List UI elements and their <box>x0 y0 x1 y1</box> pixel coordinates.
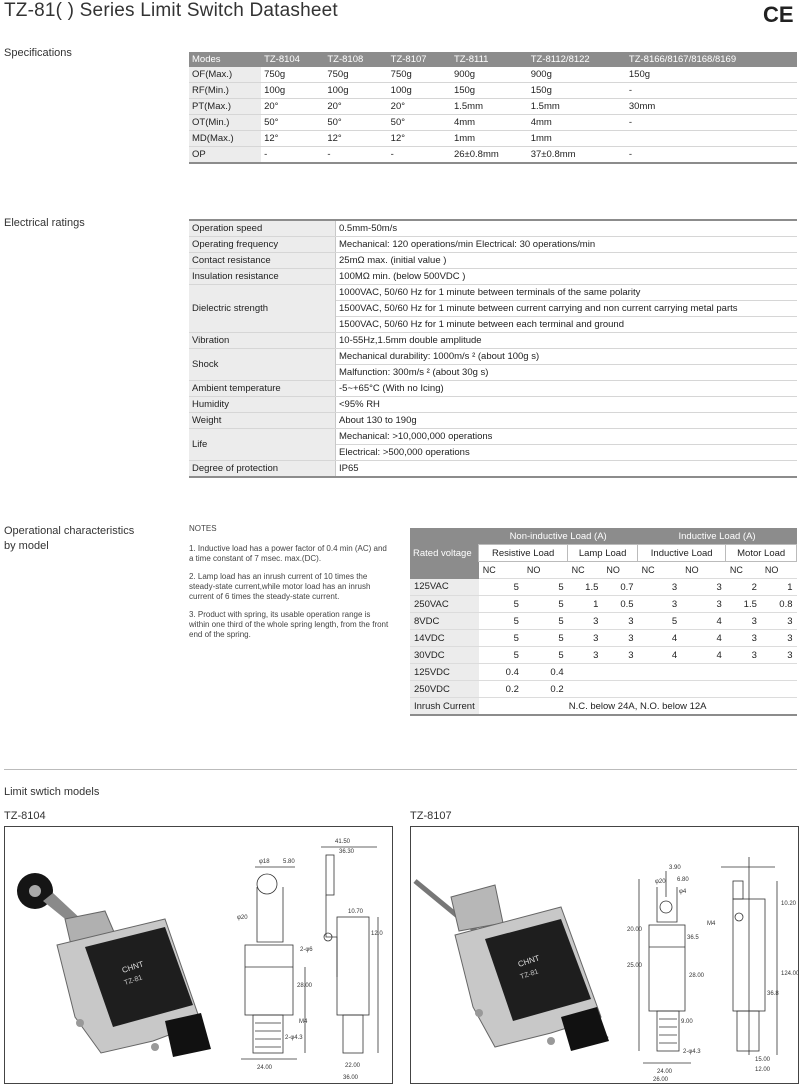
dim-r-0: 3.90 <box>669 865 681 871</box>
dim-r-11: 9.00 <box>681 1019 693 1025</box>
op-value-cell <box>602 681 637 698</box>
spec-cell: 20° <box>388 99 451 115</box>
electrical-row <box>189 381 797 397</box>
op-voltage-cell: 8VDC <box>410 613 479 630</box>
spec-cell: - <box>626 83 797 99</box>
dim-r-17: 124.00 <box>781 971 798 977</box>
spec-header-cell: TZ-8107 <box>388 52 451 67</box>
spec-cell: 150g <box>528 83 626 99</box>
op-contact-cell: NO <box>761 562 797 579</box>
electrical-label: Vibration <box>189 333 336 349</box>
spec-cell: 26±0.8mm <box>451 147 528 164</box>
op-inductive-header: Inductive Load (A) <box>638 528 797 545</box>
op-value-cell: 4 <box>638 647 682 664</box>
spec-row <box>189 147 797 164</box>
model-label-right: TZ-8107 <box>410 810 452 822</box>
spec-row <box>189 67 797 83</box>
op-value-cell <box>602 664 637 681</box>
electrical-value: <95% RH <box>336 397 798 413</box>
electrical-value: Mechanical: >10,000,000 operations <box>336 429 798 445</box>
dim-r-7: 25.00 <box>627 963 643 969</box>
spec-cell: 30mm <box>626 99 797 115</box>
tz8104-drawing <box>5 827 392 1083</box>
spec-row <box>189 115 797 131</box>
section-electrical-ratings: Electrical ratings <box>4 217 85 229</box>
model-label-left: TZ-8104 <box>4 810 46 822</box>
dim-l-1: 5.80 <box>283 859 295 865</box>
dim-l-13: 36.00 <box>343 1075 359 1081</box>
spec-cell: 37±0.8mm <box>528 147 626 164</box>
op-value-cell: 3 <box>602 613 637 630</box>
op-value-cell <box>726 664 761 681</box>
spec-row-label: RF(Min.) <box>189 83 261 99</box>
electrical-ratings-table <box>189 219 797 478</box>
tz8104-product-photo <box>17 873 211 1057</box>
electrical-label: Degree of protection <box>189 461 336 478</box>
op-non-inductive-header: Non-inductive Load (A) <box>479 528 638 545</box>
electrical-row <box>189 237 797 253</box>
op-value-cell <box>761 681 797 698</box>
op-value-cell <box>761 664 797 681</box>
spec-header-cell: TZ-8112/8122 <box>528 52 626 67</box>
op-row <box>410 579 797 596</box>
electrical-value: 10-55Hz,1.5mm double amplitude <box>336 333 798 349</box>
op-voltage-cell: 125VAC <box>410 579 479 596</box>
spec-cell: 12° <box>324 131 387 147</box>
op-row <box>410 647 797 664</box>
spec-cell: 750g <box>324 67 387 83</box>
dim-l-10: 2-φ4.3 <box>285 1035 303 1041</box>
spec-cell: 1mm <box>528 131 626 147</box>
electrical-row <box>189 220 797 237</box>
op-value-cell: 3 <box>638 596 682 613</box>
note-3: 3. Product with spring, its usable operation range is within one third of the whole spring length, from the front end of the spring. <box>189 610 389 639</box>
op-value-cell: 3 <box>761 647 797 664</box>
op-contact-cell: NO <box>681 562 726 579</box>
op-value-cell: 5 <box>479 579 523 596</box>
op-value-cell: 3 <box>568 647 603 664</box>
electrical-value: -5~+65°C (With no Icing) <box>336 381 798 397</box>
op-value-cell: 3 <box>726 613 761 630</box>
spec-row-label: PT(Max.) <box>189 99 261 115</box>
electrical-value: Mechanical durability: 1000m/s ² (about 100g s) <box>336 349 798 365</box>
tz8107-dimension-labels <box>627 865 798 1083</box>
spec-row <box>189 83 797 99</box>
op-value-cell: 0.7 <box>602 579 637 596</box>
tz8104-brand-text: CHNT <box>120 959 145 975</box>
op-row <box>410 681 797 698</box>
spec-cell: 900g <box>451 67 528 83</box>
electrical-value: 1500VAC, 50/60 Hz for 1 minute between each terminal and ground <box>336 317 798 333</box>
spec-cell: 4mm <box>451 115 528 131</box>
op-subheader-cell: Inductive Load <box>638 545 726 562</box>
spec-cell: 100g <box>324 83 387 99</box>
op-value-cell: 0.2 <box>523 681 568 698</box>
op-value-cell: 5 <box>479 630 523 647</box>
spec-header-cell: TZ-8108 <box>324 52 387 67</box>
spec-cell: 4mm <box>528 115 626 131</box>
dim-r-4: 20.00 <box>627 927 643 933</box>
op-subheader-cell: Resistive Load <box>479 545 568 562</box>
dim-r-9: 28.00 <box>689 973 705 979</box>
spec-row-label: OT(Min.) <box>189 115 261 131</box>
op-value-cell: 3 <box>726 630 761 647</box>
op-value-cell: 5 <box>523 613 568 630</box>
op-contact-cell: NO <box>523 562 568 579</box>
op-value-cell: 0.5 <box>602 596 637 613</box>
dim-l-0: φ18 <box>259 859 270 865</box>
op-value-cell: 1 <box>761 579 797 596</box>
electrical-label: Operating frequency <box>189 237 336 253</box>
electrical-value: 1500VAC, 50/60 Hz for 1 minute between current carrying and non current carrying metal parts <box>336 301 798 317</box>
op-contact-cell: NC <box>726 562 761 579</box>
electrical-value: Electrical: >500,000 operations <box>336 445 798 461</box>
dim-r-2: φ4 <box>679 889 687 895</box>
op-value-cell: 4 <box>681 630 726 647</box>
op-subheader-cell: Motor Load <box>726 545 797 562</box>
section-operational-2: by model <box>4 540 49 552</box>
electrical-label: Weight <box>189 413 336 429</box>
spec-cell: 100g <box>261 83 324 99</box>
spec-cell: 1mm <box>451 131 528 147</box>
dim-r-15: 15.00 <box>755 1057 771 1063</box>
op-value-cell: 0.2 <box>479 681 523 698</box>
dim-l-2: 41.50 <box>335 839 351 845</box>
op-subheader-cell: Lamp Load <box>568 545 638 562</box>
dim-r-10: 36.8 <box>767 991 779 997</box>
dim-l-5: 12.0 <box>371 931 383 937</box>
spec-row-label: OP <box>189 147 261 164</box>
spec-header-cell: TZ-8166/8167/8168/8169 <box>626 52 797 67</box>
tz8107-drawing <box>411 827 798 1083</box>
op-inrush-label: Inrush Current <box>410 698 479 716</box>
electrical-row <box>189 413 797 429</box>
op-value-cell: 1.5 <box>726 596 761 613</box>
electrical-label: Operation speed <box>189 220 336 237</box>
dim-l-11: 24.00 <box>257 1065 273 1071</box>
dim-l-7: 2-φ6 <box>300 947 313 953</box>
op-voltage-cell: 250VAC <box>410 596 479 613</box>
op-contact-cell: NC <box>568 562 603 579</box>
dim-r-6: 10.20 <box>781 901 797 907</box>
op-value-cell: 3 <box>568 613 603 630</box>
page-title: TZ-81( ) Series Limit Switch Datasheet <box>4 0 338 21</box>
dim-r-1: 6.80 <box>677 877 689 883</box>
tz8104-dimension-drawing <box>241 847 378 1059</box>
op-value-cell <box>638 681 682 698</box>
spec-header-cell: TZ-8104 <box>261 52 324 67</box>
op-inrush-row <box>410 698 797 716</box>
op-inrush-value: N.C. below 24A, N.O. below 12A <box>479 698 797 716</box>
op-row <box>410 664 797 681</box>
dim-r-8: M4 <box>707 921 716 927</box>
op-voltage-cell: 14VDC <box>410 630 479 647</box>
electrical-value: IP65 <box>336 461 798 478</box>
op-value-cell: 5 <box>479 596 523 613</box>
spec-header-cell: TZ-8111 <box>451 52 528 67</box>
spec-row <box>189 131 797 147</box>
electrical-value: 25mΩ max. (initial value ) <box>336 253 798 269</box>
electrical-label: Dielectric strength <box>189 285 336 333</box>
spec-cell: 50° <box>261 115 324 131</box>
electrical-row <box>189 349 797 365</box>
electrical-label: Ambient temperature <box>189 381 336 397</box>
op-value-cell: 5 <box>638 613 682 630</box>
notes <box>189 524 389 648</box>
tz8107-model-text: TZ-81 <box>519 968 540 981</box>
spec-cell: 50° <box>324 115 387 131</box>
op-value-cell: 5 <box>479 613 523 630</box>
dim-r-14: 26.00 <box>653 1077 669 1083</box>
op-value-cell: 3 <box>681 596 726 613</box>
electrical-label: Insulation resistance <box>189 269 336 285</box>
dim-l-8: φ20 <box>237 915 248 921</box>
spec-cell: 900g <box>528 67 626 83</box>
op-voltage-cell: 125VDC <box>410 664 479 681</box>
spec-row <box>189 99 797 115</box>
tz8107-product-photo <box>415 881 609 1051</box>
dim-l-4: 10.70 <box>348 909 364 915</box>
op-value-cell: 3 <box>681 579 726 596</box>
electrical-row <box>189 285 797 301</box>
electrical-row <box>189 429 797 445</box>
electrical-value: Mechanical: 120 operations/min Electrical: 30 operations/min <box>336 237 798 253</box>
op-value-cell <box>568 664 603 681</box>
op-value-cell: 3 <box>602 630 637 647</box>
dim-r-5: 36.5 <box>687 935 699 941</box>
dim-r-16: 12.00 <box>755 1067 771 1073</box>
electrical-row <box>189 253 797 269</box>
op-value-cell: 0.4 <box>479 664 523 681</box>
op-value-cell: 4 <box>638 630 682 647</box>
op-value-cell: 2 <box>726 579 761 596</box>
note-1: 1. Inductive load has a power factor of 0.4 min (AC) and a time constant of 7 msec. max.(DC). <box>189 544 387 563</box>
spec-cell <box>626 131 797 147</box>
operational-table <box>410 528 797 716</box>
spec-cell: 20° <box>261 99 324 115</box>
dim-l-3: 36.30 <box>339 849 355 855</box>
electrical-row <box>189 461 797 478</box>
op-value-cell <box>638 664 682 681</box>
op-value-cell: 0.8 <box>761 596 797 613</box>
op-value-cell: 3 <box>726 647 761 664</box>
op-value-cell: 3 <box>761 630 797 647</box>
op-value-cell <box>681 681 726 698</box>
op-value-cell: 5 <box>479 647 523 664</box>
dim-r-13: 24.00 <box>657 1069 673 1075</box>
spec-cell: 150g <box>451 83 528 99</box>
op-value-cell <box>568 681 603 698</box>
op-value-cell: 5 <box>523 579 568 596</box>
op-value-cell: 5 <box>523 596 568 613</box>
spec-header-row <box>189 52 797 67</box>
op-value-cell: 5 <box>523 647 568 664</box>
op-value-cell: 3 <box>568 630 603 647</box>
note-2: 2. Lamp load has an inrush current of 10 times the steady-state current,while motor load has an inrush current of 6 times the steady-state current. <box>189 572 371 601</box>
electrical-value: 0.5mm-50m/s <box>336 220 798 237</box>
specifications-table <box>189 52 797 164</box>
notes-heading: NOTES <box>189 524 217 533</box>
section-limit-switch-models: Limit swtich models <box>4 786 100 798</box>
spec-cell: 12° <box>261 131 324 147</box>
op-row <box>410 596 797 613</box>
electrical-value: 1000VAC, 50/60 Hz for 1 minute between terminals of the same polarity <box>336 285 798 301</box>
electrical-row <box>189 269 797 285</box>
op-value-cell: 3 <box>602 647 637 664</box>
electrical-label: Humidity <box>189 397 336 413</box>
model-panel-tz8104 <box>4 826 393 1084</box>
tz8104-dimension-labels <box>237 839 383 1081</box>
tz8107-brand-text: CHNT <box>516 953 541 969</box>
spec-header-cell: Modes <box>189 52 261 67</box>
spec-cell: - <box>388 147 451 164</box>
spec-cell: 1.5mm <box>528 99 626 115</box>
op-value-cell: 1 <box>568 596 603 613</box>
spec-row-label: MD(Max.) <box>189 131 261 147</box>
op-value-cell: 3 <box>761 613 797 630</box>
spec-cell: 50° <box>388 115 451 131</box>
op-value-cell: 5 <box>523 630 568 647</box>
spec-cell: 100g <box>388 83 451 99</box>
spec-cell: - <box>324 147 387 164</box>
op-contact-cell: NC <box>638 562 682 579</box>
op-header-row <box>410 528 797 545</box>
dim-l-9: M4 <box>299 1019 308 1025</box>
electrical-label: Shock <box>189 349 336 381</box>
dim-l-12: 22.00 <box>345 1063 361 1069</box>
op-rated-voltage-header: Rated voltage <box>410 528 479 579</box>
spec-cell: 1.5mm <box>451 99 528 115</box>
electrical-label: Contact resistance <box>189 253 336 269</box>
spec-row-label: OF(Max.) <box>189 67 261 83</box>
electrical-row <box>189 333 797 349</box>
section-specifications: Specifications <box>4 47 72 59</box>
ce-mark: CE <box>763 2 794 27</box>
dim-l-6: 28.00 <box>297 983 313 989</box>
op-contact-cell: NC <box>479 562 523 579</box>
op-row <box>410 630 797 647</box>
op-contact-cell: NO <box>602 562 637 579</box>
electrical-row <box>189 397 797 413</box>
electrical-value: Malfunction: 300m/s ² (about 30g s) <box>336 365 798 381</box>
op-value-cell: 4 <box>681 647 726 664</box>
op-value-cell: 0.4 <box>523 664 568 681</box>
op-voltage-cell: 250VDC <box>410 681 479 698</box>
spec-cell: 20° <box>324 99 387 115</box>
spec-cell: 750g <box>388 67 451 83</box>
section-operational-1: Operational characteristics <box>4 525 135 537</box>
spec-cell: 150g <box>626 67 797 83</box>
op-row <box>410 613 797 630</box>
model-panel-tz8107 <box>410 826 799 1084</box>
spec-cell: 750g <box>261 67 324 83</box>
electrical-label: Life <box>189 429 336 461</box>
op-value-cell: 1.5 <box>568 579 603 596</box>
tz8107-dimension-drawing <box>639 857 777 1063</box>
electrical-value: About 130 to 190g <box>336 413 798 429</box>
dim-r-3: φ20 <box>655 879 666 885</box>
spec-cell: 12° <box>388 131 451 147</box>
divider <box>4 769 797 770</box>
op-value-cell <box>681 664 726 681</box>
spec-cell: - <box>626 147 797 164</box>
spec-cell: - <box>261 147 324 164</box>
tz8104-model-text: TZ-81 <box>123 974 144 987</box>
op-value-cell <box>726 681 761 698</box>
op-value-cell: 4 <box>681 613 726 630</box>
op-voltage-cell: 30VDC <box>410 647 479 664</box>
spec-cell: - <box>626 115 797 131</box>
electrical-value: 100MΩ min. (below 500VDC ) <box>336 269 798 285</box>
dim-r-12: 2-φ4.3 <box>683 1049 701 1055</box>
op-value-cell: 3 <box>638 579 682 596</box>
